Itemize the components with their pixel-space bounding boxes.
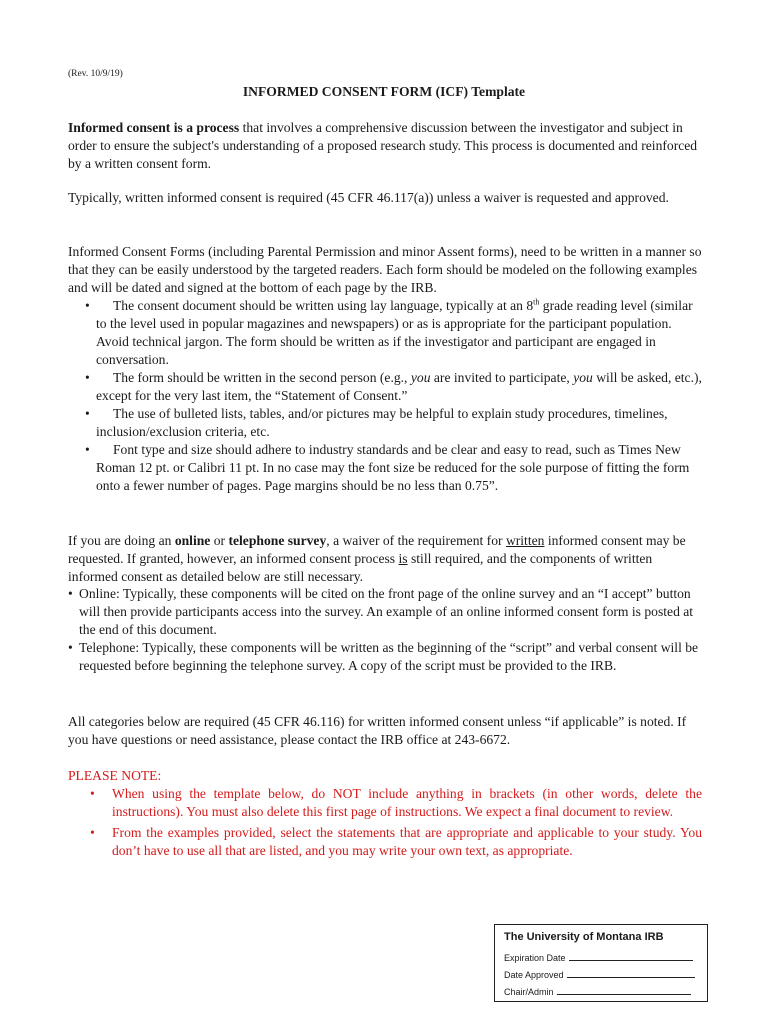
please-note-list [90, 785, 702, 863]
list-item: • The use of bulleted lists, tables, and/or pictures may be helpful to explain study procedures, timelines, inclusion/exclusion criteria, etc. [85, 406, 668, 439]
signature-line [557, 985, 691, 995]
bullet-icon: • [85, 370, 90, 385]
bullet-icon: • [85, 442, 90, 457]
signature-line [569, 951, 693, 961]
categories-paragraph: All categories below are required (45 CFR 46.116) for written informed consent unless “if applicable” is noted. If you have questions or need assistance, please contact the IRB office at 243-6672. [68, 714, 687, 747]
typically-paragraph: Typically, written informed consent is required (45 CFR 46.117(a)) unless a waiver is requested and approved. [68, 190, 669, 205]
irb-box-title: The University of Montana IRB [504, 931, 664, 943]
chair-admin-field: Chair/Admin [504, 985, 691, 998]
list-item: • From the examples provided, select the statements that are appropriate and applicable to your study. You don’t have to use all that are listed, and you may write your own text, as appropriate. [90, 825, 702, 858]
intro-rest: that involves a comprehensive discussion between the investigator and subject in order to ensure the subject's understanding of a proposed research study. This process is documented and reinforced by a written consent form. [68, 120, 698, 171]
bullet-icon: • [85, 406, 90, 421]
bullet-icon: • [85, 298, 90, 313]
revision-date: (Rev. 10/9/19) [68, 69, 123, 79]
survey-types-list [68, 585, 704, 675]
expiration-date-field: Expiration Date [504, 951, 693, 964]
page-title: INFORMED CONSENT FORM (ICF) Template [242, 84, 526, 99]
irb-approval-box [494, 924, 708, 1002]
list-item: • When using the template below, do NOT include anything in brackets (in other words, delete the instructions). You must also delete this first page of instructions. We expect a final document to review. [90, 786, 702, 819]
date-approved-field: Date Approved [504, 968, 695, 981]
list-item: • Online: Typically, these components will be cited on the front page of the online survey and an “I accept” button will then provide participants access into the survey. An example of an online informed consent form is posted at the end of this document. [68, 586, 694, 637]
list-item: • Font type and size should adhere to industry standards and be clear and easy to read, such as Times New Roman 12 pt. or Calibri 11 pt. In no case may the font size be reduced for the sole purpose of fitting the form onto a fewer number of pages. Page margins should be no less than 0.75”. [85, 442, 690, 493]
intro-lead: Informed consent is a process [68, 120, 240, 135]
bullet-icon: • [68, 586, 73, 601]
list-item: • The form should be written in the second person (e.g., you are invited to participate, you will be asked, etc.), except for the very last item, the “Statement of Consent.” [85, 370, 702, 403]
bullet-icon: • [90, 786, 95, 801]
survey-paragraph: If you are doing an online or telephone survey, a waiver of the requirement for written informed consent may be requested. If granted, however, an informed consent process is still required, and the components of written informed consent as detailed below are still necessary. [68, 533, 686, 584]
signature-line [567, 968, 695, 978]
please-note-heading: PLEASE NOTE: [68, 768, 162, 783]
list-item: • Telephone: Typically, these components will be written as the beginning of the “script” and verbal consent will be requested before beginning the telephone survey. A copy of the script must be provided to the IRB. [68, 640, 699, 673]
list-item: • The consent document should be written using lay language, typically at an 8th grade reading level (similar to the level used in popular magazines and newspapers) or as is appropriate for the participant population. Avoid technical jargon. The form should be written as if the investigator and participant are engaged in conversation. [85, 297, 693, 367]
form-guidelines-list [85, 297, 706, 495]
bullet-icon: • [90, 825, 95, 840]
intro-paragraph [68, 119, 704, 173]
forms-paragraph: Informed Consent Forms (including Parental Permission and minor Assent forms), need to be written in a manner so that they can be easily understood by the targeted readers. Each form should be modeled on the following examples and will be dated and signed at the bottom of each page by the IRB. [68, 244, 702, 295]
bullet-icon: • [68, 640, 73, 655]
